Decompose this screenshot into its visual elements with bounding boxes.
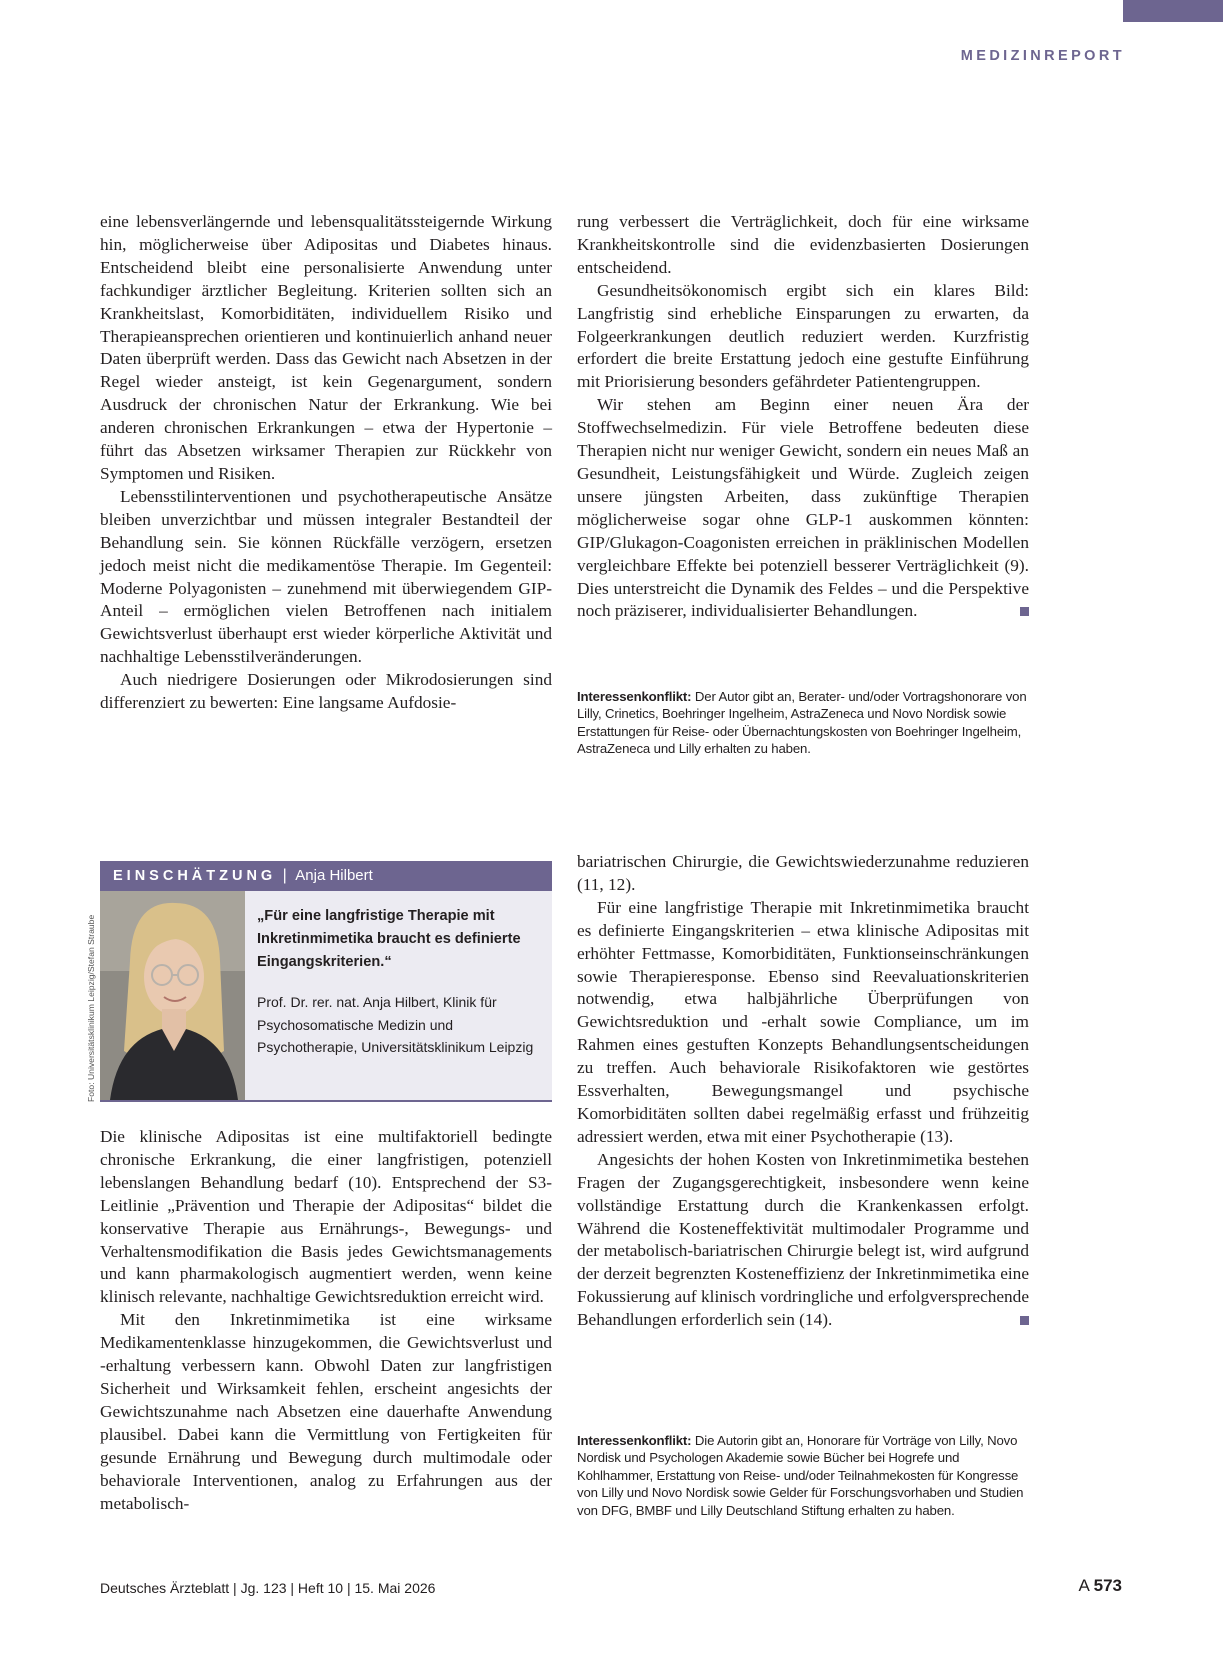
coi-label: Interessenkonflikt: [577, 1433, 692, 1448]
paragraph: Gesundheitsökonomisch ergibt sich ein klares Bild: Langfristig sind erhebliche Einsparungen zu erwarten, da Folgeerkrankungen deutlich reduziert werden. Kurzfristig erfordert die breite Erstattung jedoch eine gestufte Einführung mit Priorisierung besonders gefährdeter Patientengruppen. [577, 280, 1029, 392]
paragraph-last [577, 394, 1029, 623]
opinion-quote: „Für eine langfristige Therapie mit Inkretinmimetika braucht es definierte Eingangskriterien.“ [257, 908, 521, 970]
paragraph: Mit den Inkretinmimetika ist eine wirksame Medikamentenklasse hinzugekommen, die Gewichtsverlust und -erhaltung verbessern kann. Obwohl Daten zur langfristigen Sicherheit und Wirksamkeit fehlen, erscheint angesichts der Gewichtszunahme nach Absetzen eine dauerhafte Anwendung plausibel. Dabei kann die Vermittlung von Fertigkeiten für gesunde Ernährung und Bewegung durch multimodale oder behaviorale Interventionen, analog zu Erfahrungen aus der metabolisch- [100, 1310, 552, 1513]
author-portrait [100, 891, 245, 1100]
footer-citation: Deutsches Ärzteblatt | Jg. 123 | Heft 10 | 15. Mai 2026 [100, 1580, 436, 1596]
coi-text: Der Autor gibt an, Berater- und/oder Vortragshonorare von Lilly, Crinetics, Boehringer Ingelheim, AstraZeneca und Novo Nordisk sowie Erstattungen für Reise- oder Übernachtungskosten von Boehringer Ingelheim, AstraZeneca und Lilly erhalten zu haben. [577, 689, 1027, 757]
photo-credit: Foto: Universitätsklinikum Leipzig/Stefan Straube [86, 914, 96, 1102]
paragraph: eine lebensverlängernde und lebensqualitätssteigernde Wirkung hin, möglicherweise über Adipositas und Diabetes hinaus. Entscheidend bleibt eine personalisierte Anwendung unter fachkundiger ärztlicher Begleitung. Kriterien sollten sich an Krankheitslast, Komorbiditäten, individuellem Risiko und Therapieansprechen orientieren und kontinuierlich anhand neuer Daten überprüft werden. Dass das Gewicht nach Absetzen in der Regel wieder ansteigt, ist kein Gegenargument, sondern Ausdruck der chronischen Natur der Erkrankung. Wie bei anderen chronischen Erkrankungen – etwa der Hypertonie – führt das Absetzen wirksamer Therapien zur Rückkehr von Symptomen und Risiken. [100, 212, 552, 483]
opinion-box-body [100, 891, 552, 1100]
conflict-of-interest-top [577, 688, 1029, 758]
paragraph: Für eine langfristige Therapie mit Inkretinmimetika braucht es definierte Eingangskriterien – etwa klinische Adipositas mit erhöhter Fettmasse, Komorbiditäten, Funktionseinschränkungen sowie Therapieresponse. Ebenso sind Reevaluationskriterien notwendig, etwa halbjährliche Überprüfungen von Gewichtsreduktion und -erhalt sowie Compliance, um im Rahmen eines gestuften Konzepts Behandlungsentscheidungen zu treffen. Auch behaviorale Risikofaktoren wie gestörtes Essverhalten, Bewegungsmangel und psychische Komorbiditäten sollten dabei regelmäßig erfasst und frühzeitig adressiert werden, etwa mit einer Psychotherapie (13). [577, 897, 1029, 1146]
coi-label: Interessenkonflikt: [577, 689, 692, 704]
header-separator: | [282, 867, 287, 884]
paragraph: Die klinische Adipositas ist eine multifaktoriell bedingte chronische Erkrankung, die einer langfristigen, potenziell lebenslangen Behandlung bedarf (10). Entsprechend der S3-Leitlinie „Prävention und Therapie der Adipositas“ bildet die konservative Therapie aus Ernährungs-, Bewegungs- und Verhaltensmodifikation die Basis jedes Gewichtsmanagements und kann pharmakologisch augmentiert werden, wenn keine klinisch relevante, nachhaltige Gewichtsreduktion erreicht wird. [100, 1127, 552, 1307]
author-bio: Prof. Dr. rer. nat. Anja Hilbert, Klinik für Psychosomatische Medizin und Psychotherapie, Universitätsklinikum Leipzig [257, 994, 534, 1056]
conflict-of-interest-bottom [577, 1432, 1029, 1519]
opinion-box [100, 861, 552, 1102]
opinion-author: Anja Hilbert [295, 867, 373, 884]
paragraph: Lebensstilinterventionen und psychotherapeutische Ansätze bleiben unverzichtbar und müssen integraler Bestandteil der Behandlung sein. Sie können Rückfälle verzögern, ersetzen jedoch meist nicht die medikamentöse Therapie. Im Gegenteil: Moderne Polyagonisten – zunehmend mit überwiegendem GIP-Anteil – ermöglichen vielen Betroffenen nach initialem Gewichtsverlust überhaupt erst wieder körperliche Aktivität und nachhaltige Lebensstilveränderungen. [100, 486, 552, 667]
opinion-box-rule [100, 1100, 552, 1102]
portrait-illustration [100, 891, 245, 1100]
paragraph: Auch niedrigere Dosierungen oder Mikrodosierungen sind differenziert zu bewerten: Eine langsame Aufdosie- [100, 670, 552, 713]
section-label: MEDIZINREPORT [960, 48, 1125, 64]
paragraph-last [577, 1149, 1029, 1332]
paragraph: bariatrischen Chirurgie, die Gewichtswiederzunahme reduzieren (11, 12). [577, 852, 1029, 894]
page-prefix: A [1078, 1576, 1089, 1595]
page-number-value: 573 [1093, 1576, 1122, 1595]
page-number [1078, 1576, 1122, 1596]
paragraph: rung verbessert die Verträglichkeit, doch für eine wirksame Krankheitskontrolle sind die evidenzbasierten Dosierungen entscheidend. [577, 212, 1029, 277]
end-mark-icon [1020, 607, 1029, 616]
article-column-top-left [100, 211, 552, 715]
corner-color-tab [1123, 0, 1223, 22]
coi-text: Die Autorin gibt an, Honorare für Vorträge von Lilly, Novo Nordisk und Psychologen Akademie sowie Bücher bei Hogrefe und Kohlhammer, Erstattung von Reise- und/oder Teilnahmekosten für Kongresse von Lilly und Novo Nordisk sowie Gelder für Forschungsvorhaben und Studien von DFG, BMBF und Lilly Deutschland Stiftung erhalten zu haben. [577, 1433, 1024, 1518]
end-mark-icon [1020, 1316, 1029, 1325]
article-column-bottom-right [577, 851, 1029, 1332]
opinion-kicker: EINSCHÄTZUNG [113, 868, 277, 884]
paragraph-text: Angesichts der hohen Kosten von Inkretinmimetika bestehen Fragen der Zugangsgerechtigkeit, insbesondere wenn keine vollständige Erstattung durch die Krankenkassen erfolgt. Während die Kosteneffektivität multimodaler Programme und der metabolisch-bariatrischen Chirurgie belegt ist, wird aufgrund der derzeit begrenzten Kosteneffizienz der Inkretinmimetika eine Fokussierung auf klinisch vordringliche und erfolgversprechende Behandlungen erforderlich sein (14). [577, 1149, 1029, 1330]
opinion-box-header [100, 861, 552, 891]
article-column-top-right [577, 211, 1029, 623]
article-column-bottom-left [100, 1126, 552, 1515]
paragraph-text: Wir stehen am Beginn einer neuen Ära der Stoffwechselmedizin. Für viele Betroffene bedeuten diese Therapien nicht nur weniger Gewicht, sondern ein neues Maß an Gesundheit, Leistungsfähigkeit und Würde. Zugleich zeigen unsere jüngsten Arbeiten, dass zukünftige Therapien möglicherweise sogar ohne GLP-1 auskommen könnten: GIP/Glukagon-Coagonisten erreichen in präklinischen Modellen vergleichbare Effekte bei potenziell besserer Verträglichkeit (9). Dies unterstreicht die Dynamik des Feldes – und die Perspektive noch präziserer, individualisierter Behandlungen. [577, 395, 1029, 621]
